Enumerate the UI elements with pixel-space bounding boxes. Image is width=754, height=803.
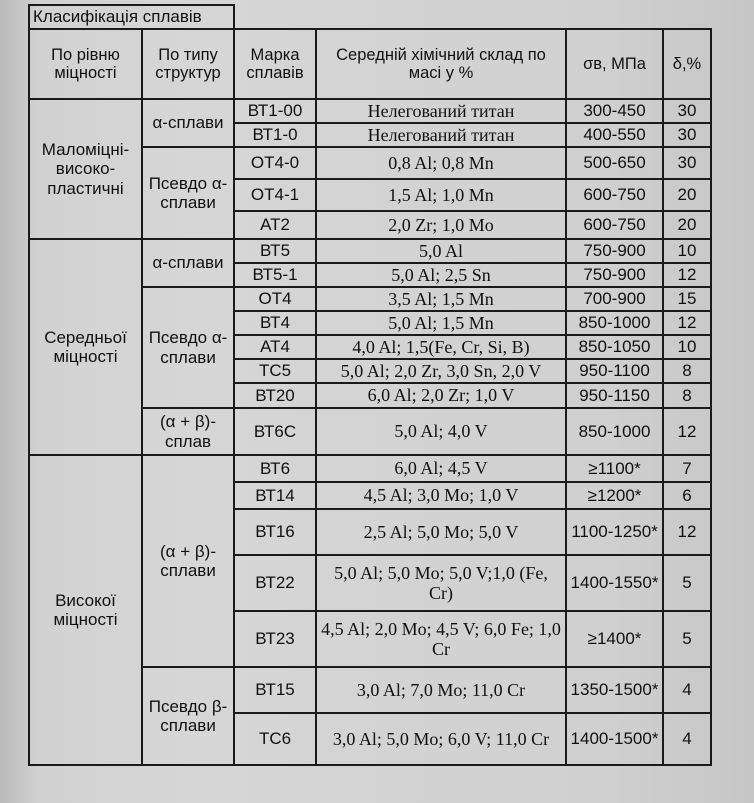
table-title-row [29, 5, 711, 29]
delta-cell: 12 [663, 311, 711, 335]
delta-cell: 5 [663, 555, 711, 611]
sigma-cell: 850-1000 [566, 311, 663, 335]
composition-cell: 5,0 Al; 5,0 Mo; 5,0 V;1,0 (Fe, Cr) [316, 555, 566, 611]
strength-group-high: Високої міцності [29, 455, 142, 765]
table-row [29, 239, 711, 263]
by-strength-header: По рівню міцності [29, 29, 142, 99]
composition-cell: Нелегований титан [316, 123, 566, 147]
sigma-cell: ≥1100* [566, 455, 663, 482]
delta-cell: 30 [663, 99, 711, 123]
composition-cell: 0,8 Al; 0,8 Mn [316, 147, 566, 179]
structure-group-alpha: α-сплави [142, 99, 234, 147]
grade-cell: ТС6 [234, 713, 316, 765]
composition-cell: 6,0 Al; 2,0 Zr; 1,0 V [316, 383, 566, 408]
composition-cell: 4,5 Al; 2,0 Mo; 4,5 V; 6,0 Fe; 1,0 Cr [316, 611, 566, 667]
grade-cell: АТ4 [234, 335, 316, 359]
grade-cell: ОТ4 [234, 287, 316, 311]
sigma-cell: ≥1400* [566, 611, 663, 667]
sigma-cell: 850-1050 [566, 335, 663, 359]
composition-header: Середній хімічний склад по масі у % [316, 29, 566, 99]
delta-cell: 12 [663, 509, 711, 555]
table-row [29, 99, 711, 123]
composition-cell: 2,0 Zr; 1,0 Mo [316, 211, 566, 239]
grade-cell: ВТ4 [234, 311, 316, 335]
composition-cell: 5,0 Al; 2,5 Sn [316, 263, 566, 287]
grade-cell: ВТ5 [234, 239, 316, 263]
grade-cell: ВТ15 [234, 667, 316, 713]
composition-cell: 2,5 Al; 5,0 Mo; 5,0 V [316, 509, 566, 555]
delta-cell: 8 [663, 359, 711, 383]
composition-cell: 3,0 Al; 5,0 Mo; 6,0 V; 11,0 Cr [316, 713, 566, 765]
sigma-cell: 750-900 [566, 239, 663, 263]
grade-header: Марка сплавів [234, 29, 316, 99]
delta-cell: 10 [663, 239, 711, 263]
blank-cell [234, 5, 711, 29]
composition-cell: 5,0 Al; 2,0 Zr, 3,0 Sn, 2,0 V [316, 359, 566, 383]
sigma-cell: 750-900 [566, 263, 663, 287]
composition-cell: 3,0 Al; 7,0 Mo; 11,0 Cr [316, 667, 566, 713]
sigma-cell: 950-1150 [566, 383, 663, 408]
sigma-cell: ≥1200* [566, 482, 663, 509]
delta-cell: 20 [663, 179, 711, 211]
grade-cell: АТ2 [234, 211, 316, 239]
sigma-cell: 1400-1550* [566, 555, 663, 611]
grade-cell: ВТ22 [234, 555, 316, 611]
sigma-cell: 1350-1500* [566, 667, 663, 713]
sigma-cell: 1100-1250* [566, 509, 663, 555]
grade-cell: ВТ14 [234, 482, 316, 509]
composition-cell: 5,0 Al [316, 239, 566, 263]
sigma-cell: 400-550 [566, 123, 663, 147]
delta-cell: 10 [663, 335, 711, 359]
composition-cell: 4,5 Al; 3,0 Mo; 1,0 V [316, 482, 566, 509]
delta-cell: 4 [663, 713, 711, 765]
delta-cell: 8 [663, 383, 711, 408]
table-row [29, 455, 711, 482]
by-structure-header: По типу структур [142, 29, 234, 99]
composition-cell: Нелегований титан [316, 99, 566, 123]
sigma-cell: 700-900 [566, 287, 663, 311]
composition-cell: 3,5 Al; 1,5 Mn [316, 287, 566, 311]
sigma-cell: 950-1100 [566, 359, 663, 383]
composition-cell: 5,0 Al; 1,5 Mn [316, 311, 566, 335]
grade-cell: ВТ5-1 [234, 263, 316, 287]
structure-group-pseudo-alpha: Псевдо α-сплави [142, 287, 234, 408]
delta-cell: 7 [663, 455, 711, 482]
grade-cell: ВТ23 [234, 611, 316, 667]
strength-group-medium: Середньої міцності [29, 239, 142, 455]
sigma-cell: 850-1000 [566, 408, 663, 455]
composition-cell: 4,0 Al; 1,5(Fe, Cr, Si, B) [316, 335, 566, 359]
sigma-cell: 1400-1500* [566, 713, 663, 765]
delta-cell: 30 [663, 147, 711, 179]
delta-cell: 15 [663, 287, 711, 311]
grade-cell: ВТ1-00 [234, 99, 316, 123]
structure-group-pseudo-beta: Псевдо β-сплави [142, 667, 234, 765]
grade-cell: ВТ6С [234, 408, 316, 455]
grade-cell: ВТ20 [234, 383, 316, 408]
delta-cell: 5 [663, 611, 711, 667]
grade-cell: ВТ6 [234, 455, 316, 482]
delta-header: δ,% [663, 29, 711, 99]
grade-cell: ВТ1-0 [234, 123, 316, 147]
grade-cell: ВТ16 [234, 509, 316, 555]
delta-cell: 30 [663, 123, 711, 147]
composition-cell: 1,5 Al; 1,0 Mn [316, 179, 566, 211]
sigma-cell: 300-450 [566, 99, 663, 123]
structure-group-pseudo-alpha: Псевдо α-сплави [142, 147, 234, 239]
sigma-cell: 600-750 [566, 179, 663, 211]
composition-cell: 5,0 Al; 4,0 V [316, 408, 566, 455]
delta-cell: 4 [663, 667, 711, 713]
structure-group-alpha-beta: (α + β)-сплави [142, 455, 234, 667]
delta-cell: 12 [663, 408, 711, 455]
structure-group-alpha-beta: (α + β)-сплав [142, 408, 234, 455]
sigma-cell: 500-650 [566, 147, 663, 179]
titanium-alloys-table [28, 4, 712, 766]
classification-header: Класифікація сплавів [29, 5, 234, 29]
structure-group-alpha: α-сплави [142, 239, 234, 287]
delta-cell: 12 [663, 263, 711, 287]
sigma-header: σв, МПа [566, 29, 663, 99]
composition-cell: 6,0 Al; 4,5 V [316, 455, 566, 482]
grade-cell: ТС5 [234, 359, 316, 383]
sigma-cell: 600-750 [566, 211, 663, 239]
delta-cell: 20 [663, 211, 711, 239]
grade-cell: ОТ4-0 [234, 147, 316, 179]
strength-group-low: Маломіцні-високо-пластичні [29, 99, 142, 239]
header-row [29, 29, 711, 99]
grade-cell: ОТ4-1 [234, 179, 316, 211]
delta-cell: 6 [663, 482, 711, 509]
